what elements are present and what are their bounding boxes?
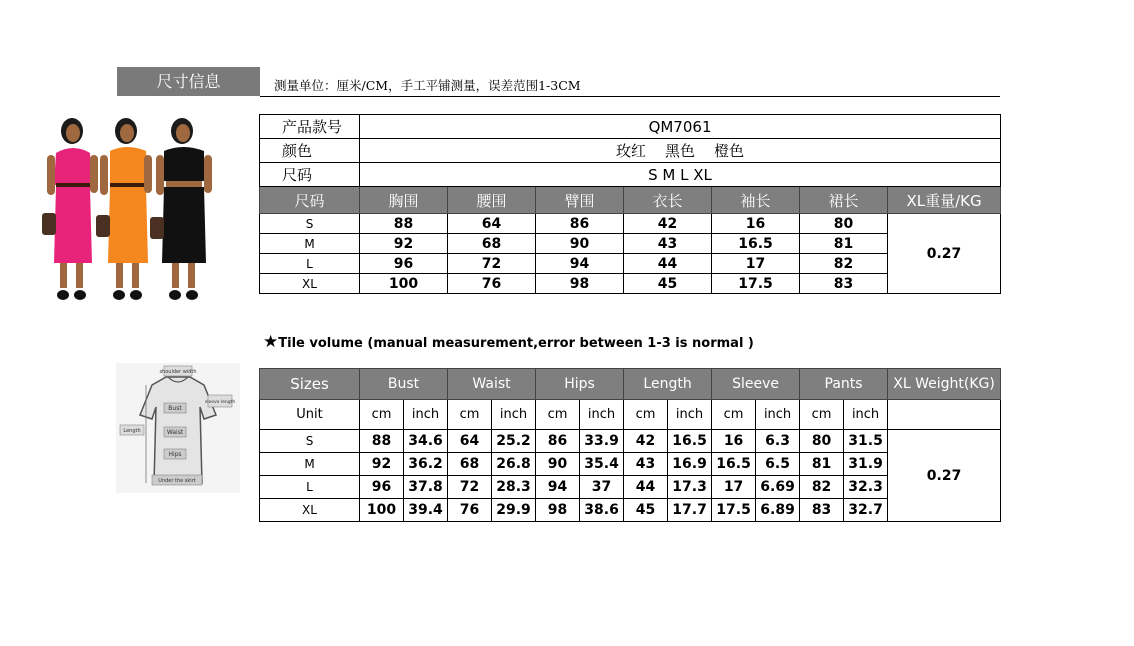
value-cell: 88 [360,430,404,453]
value-cell: 44 [624,254,712,274]
value-cell: 92 [360,234,448,254]
sketch-label-sleeve: sleeve length [204,400,236,405]
value-cell: 31.9 [844,453,888,476]
value-cell: 45 [624,499,668,522]
model-black [150,118,212,300]
header-cell: 腰围 [448,187,536,214]
product-photo [38,113,228,305]
value-cell: 28.3 [492,476,536,499]
sketch-label-under-skirt: Under the skirt [158,478,196,484]
value-cell: 29.9 [492,499,536,522]
color-label: 颜色 [260,139,360,163]
value-cell: 25.2 [492,430,536,453]
value-cell: 76 [448,499,492,522]
unit-cell: inch [492,400,536,430]
value-cell: 16.5 [668,430,712,453]
header-cell: Sizes [260,369,360,400]
value-cell: 17 [712,254,800,274]
value-cell: 37.8 [404,476,448,499]
value-cell: 43 [624,234,712,254]
value-cell: 42 [624,430,668,453]
value-cell: 94 [536,476,580,499]
value-cell: 82 [800,254,888,274]
value-cell: 76 [448,274,536,294]
size-cell: S [260,214,360,234]
product-code-label: 产品款号 [260,115,360,139]
table-header [260,187,1001,214]
size-cell: L [260,476,360,499]
sketch-label-length: Length [123,428,141,434]
table-row [260,430,1001,453]
size-values: S M L XL [360,163,1001,187]
value-cell: 26.8 [492,453,536,476]
value-cell: 80 [800,430,844,453]
value-cell: 32.7 [844,499,888,522]
value-cell: 44 [624,476,668,499]
size-cell: S [260,430,360,453]
unit-row [260,400,1001,430]
unit-cell: inch [844,400,888,430]
unit-cell: inch [756,400,800,430]
value-cell: 100 [360,274,448,294]
header-cell: Length [624,369,712,400]
tile-volume-text: Tile volume (manual measurement,error between 1-3 is normal ) [278,336,754,351]
star-icon: ★ [263,332,279,352]
value-cell: 17.3 [668,476,712,499]
value-cell: 96 [360,476,404,499]
size-cell: XL [260,499,360,522]
measurement-note: 测量单位：厘米/CM，手工平铺测量，误差范围1-3CM [274,78,581,93]
product-code-row [260,115,1001,139]
value-cell: 32.3 [844,476,888,499]
value-cell: 31.5 [844,430,888,453]
unit-cell: inch [668,400,712,430]
value-cell: 6.3 [756,430,800,453]
unit-cell: inch [404,400,448,430]
value-cell: 43 [624,453,668,476]
value-cell: 6.89 [756,499,800,522]
sketch-label-waist: Waist [166,429,184,436]
unit-cell-empty [888,400,1001,430]
value-cell: 42 [624,214,712,234]
value-cell: 34.6 [404,430,448,453]
header-cell: Pants [800,369,888,400]
color-values: 玫红 黑色 橙色 [360,139,1001,163]
size-cell: L [260,254,360,274]
sketch-label-bust: Bust [168,405,182,412]
value-cell: 68 [448,234,536,254]
value-cell: 92 [360,453,404,476]
unit-label: Unit [260,400,360,430]
size-cell: M [260,453,360,476]
header-divider [260,96,1000,97]
value-cell: 83 [800,499,844,522]
header-cell: XL重量/KG [888,187,1001,214]
value-cell: 16.5 [712,234,800,254]
value-cell: 81 [800,453,844,476]
header-cell: XL Weight(KG) [888,369,1001,400]
value-cell: 17.5 [712,499,756,522]
header-cell: 袖长 [712,187,800,214]
value-cell: 17 [712,476,756,499]
value-cell: 16.5 [712,453,756,476]
value-cell: 72 [448,254,536,274]
value-cell: 36.2 [404,453,448,476]
size-cell: XL [260,274,360,294]
value-cell: 88 [360,214,448,234]
value-cell: 6.5 [756,453,800,476]
value-cell: 81 [800,234,888,254]
value-cell: 82 [800,476,844,499]
header-cell: 裙长 [800,187,888,214]
unit-cell: cm [360,400,404,430]
value-cell: 80 [800,214,888,234]
value-cell: 68 [448,453,492,476]
value-cell: 6.69 [756,476,800,499]
weight-cell: 0.27 [888,214,1001,294]
size-cell: M [260,234,360,254]
unit-cell: cm [800,400,844,430]
header-cell: Sleeve [712,369,800,400]
sketch-label-hips: Hips [168,451,182,458]
sketch-label-shoulder: shoulder width [159,369,197,375]
model-rose [42,118,98,300]
value-cell: 86 [536,214,624,234]
measurement-diagram [116,363,240,493]
header-cell: Hips [536,369,624,400]
value-cell: 96 [360,254,448,274]
value-cell: 17.5 [712,274,800,294]
value-cell: 90 [536,453,580,476]
unit-cell: cm [624,400,668,430]
value-cell: 64 [448,430,492,453]
value-cell: 94 [536,254,624,274]
unit-cell: cm [536,400,580,430]
value-cell: 17.7 [668,499,712,522]
value-cell: 64 [448,214,536,234]
value-cell: 37 [580,476,624,499]
model-orange [96,118,152,300]
size-table-en [259,368,1001,522]
value-cell: 38.6 [580,499,624,522]
header-cell: 胸围 [360,187,448,214]
value-cell: 35.4 [580,453,624,476]
unit-cell: inch [580,400,624,430]
unit-cell: cm [448,400,492,430]
value-cell: 100 [360,499,404,522]
header-cell: 尺码 [260,187,360,214]
weight-cell: 0.27 [888,430,1001,522]
value-cell: 98 [536,274,624,294]
value-cell: 16.9 [668,453,712,476]
header-cell: 衣长 [624,187,712,214]
size-label: 尺码 [260,163,360,187]
value-cell: 72 [448,476,492,499]
section-title: 尺寸信息 [117,67,260,96]
value-cell: 16 [712,214,800,234]
value-cell: 39.4 [404,499,448,522]
color-row [260,139,1001,163]
value-cell: 86 [536,430,580,453]
value-cell: 33.9 [580,430,624,453]
unit-cell: cm [712,400,756,430]
product-code: QM7061 [360,115,1001,139]
table-header [260,369,1001,400]
value-cell: 90 [536,234,624,254]
header-cell: 臂围 [536,187,624,214]
size-row [260,163,1001,187]
value-cell: 45 [624,274,712,294]
value-cell: 98 [536,499,580,522]
header-cell: Bust [360,369,448,400]
tile-volume-note [263,332,754,352]
value-cell: 16 [712,430,756,453]
value-cell: 83 [800,274,888,294]
size-table-cn [259,114,1001,294]
header-cell: Waist [448,369,536,400]
table-row [260,214,1001,234]
